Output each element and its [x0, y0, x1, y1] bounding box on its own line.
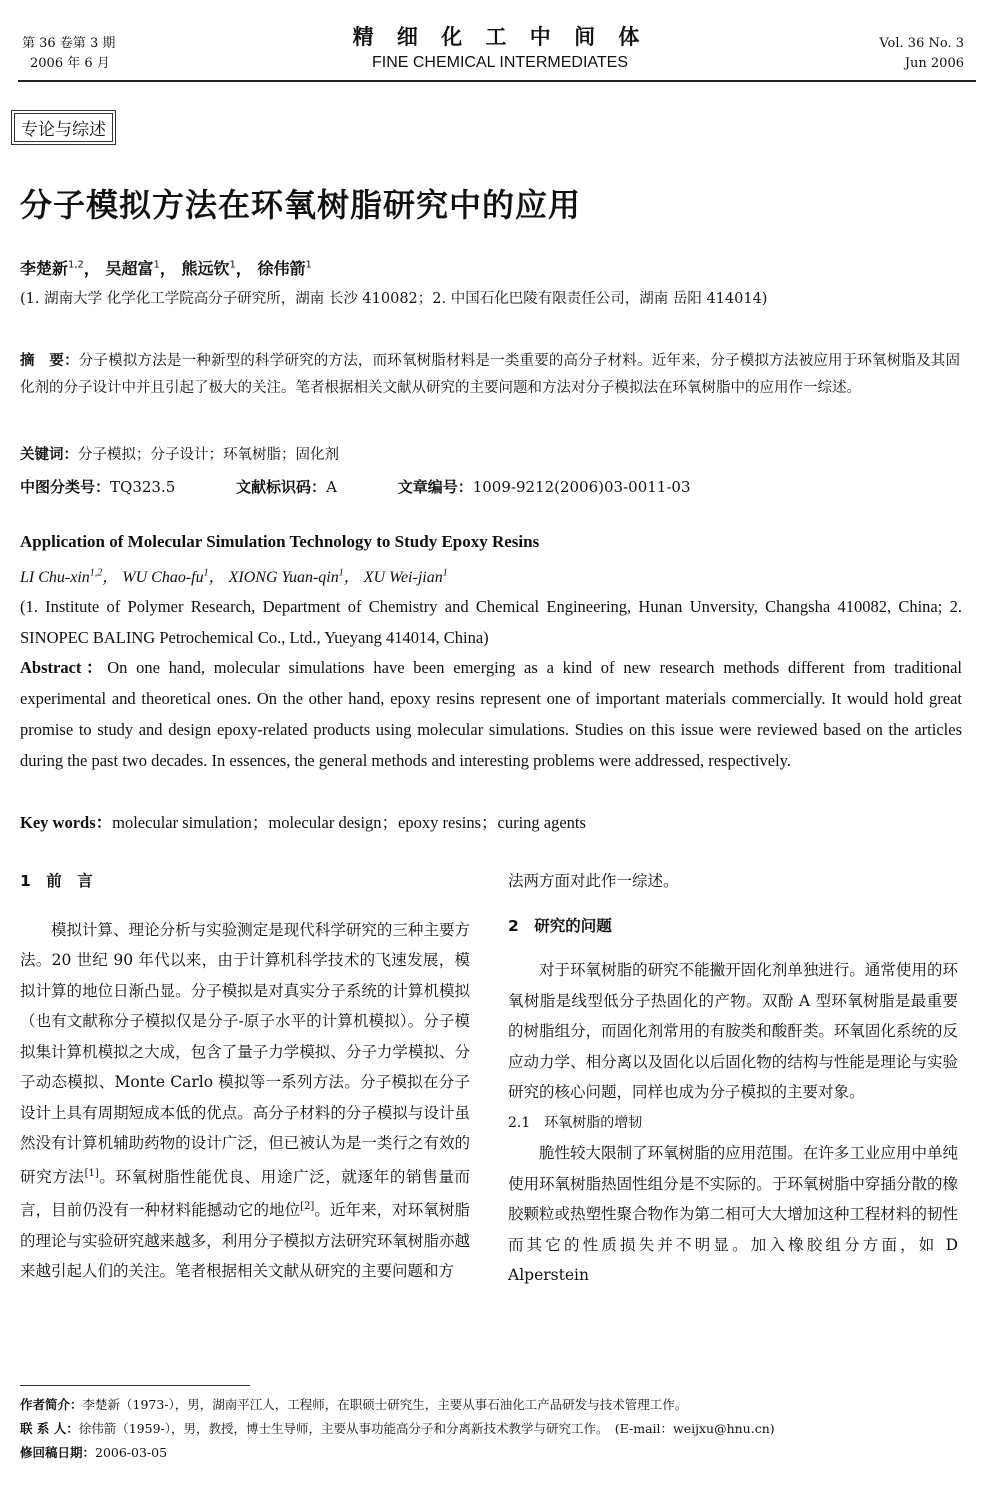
- author-name-en: LI Chu-xin: [20, 569, 90, 586]
- abstract-cn-text: 分子模拟方法是一种新型的科学研究的方法，而环氧树脂材料是一类重要的高分子材料。近年来，分子模拟方法被应用于环氧树脂及其固化剂的分子设计中并且引起了极大的关注。笔者根据相关文献从研究的主要问题和方法对分子模拟法在环氧树脂中的应用作一综述。: [20, 353, 960, 396]
- journal-title-cn: 精 细 化 工 中 间 体: [352, 25, 648, 49]
- author-affil-sup: 1: [229, 259, 236, 271]
- author-affil-sup: 1: [338, 567, 344, 579]
- journal-issue-info: [22, 34, 115, 74]
- abstract-cn: [20, 348, 960, 402]
- author-sep: ，: [159, 259, 176, 278]
- author-name-en: WU Chao-fu: [122, 569, 204, 586]
- author-sep: ，: [235, 259, 252, 278]
- author-name: 吴超富: [105, 259, 154, 278]
- keywords-cn-text: 分子模拟；分子设计；环氧树脂；固化剂: [78, 447, 339, 463]
- abstract-en-text: On one hand, molecular simulations have been emerging as a kind of new research methods different from traditional experimental and theoretical ones. On the other hand, epoxy resins represent one of important materials commercially. It would hold great promise to study and design epoxy-related products using molecular simulations. Studies on this issue were reviewed based on the articles during the past two decades. In essences, the general methods and interesting problems were addressed, respectively.: [20, 658, 962, 770]
- subsection-2-1-heading: 2.1 环氧树脂的增韧: [508, 1114, 643, 1131]
- affiliation-en: (1. Institute of Polymer Research, Department of Chemistry and Chemical Engineering, Hunan Unversity, Changsha 410082, China; 2. SINOPEC BALING Petrochemical Co., Ltd., Yueyang 414014, China): [20, 597, 962, 647]
- author-name: 徐伟箭: [257, 259, 306, 278]
- footnote-received-date: 2006-03-05: [95, 1445, 168, 1460]
- author-affil-sup: 1: [203, 567, 209, 579]
- body-left-column: [20, 866, 470, 1287]
- keywords-cn-label: 关键词：: [20, 447, 78, 463]
- author-sep: ，: [208, 569, 225, 586]
- author-affil-sup: 1,2: [68, 259, 84, 271]
- citation-ref: [1]: [84, 1167, 99, 1179]
- journal-title-block: [300, 24, 700, 74]
- footnote-contact-label: 联 系 人：: [20, 1421, 79, 1436]
- author-name-en: XU Wei-jian: [363, 569, 443, 586]
- abstract-en: [20, 652, 962, 776]
- keywords-en: [20, 807, 962, 838]
- affiliation-cn: (1. 湖南大学 化学化工学院高分子研究所，湖南 长沙 410082；2. 中国石化巴陵有限责任公司，湖南 岳阳 414014): [20, 291, 768, 307]
- abstract-en-label: Abstract：: [20, 658, 108, 677]
- authors-cn: [20, 256, 312, 279]
- volume-issue: 第 36 卷第 3 期: [22, 36, 116, 51]
- section-1-text-b: 。环氧树脂性能优良、用途广泛，就逐年的销售量而言，目前仍没有一种材料能撼动它的地位: [20, 1167, 470, 1220]
- author-name: 熊远钦: [181, 259, 230, 278]
- footnote-bio: [20, 1394, 687, 1416]
- author-sep: ，: [102, 569, 119, 586]
- article-number-label: 文章编号：: [397, 478, 473, 496]
- author-affil-sup: 1: [153, 259, 160, 271]
- journal-volume-info: [879, 34, 964, 74]
- keywords-en-label: Key words：: [20, 813, 113, 832]
- footnote-contact: [20, 1418, 775, 1440]
- clc-number: TQ323.5: [110, 478, 176, 496]
- issue-date-en: Jun 2006: [904, 56, 964, 71]
- doc-code-label: 文献标识码：: [236, 478, 327, 496]
- section-1-paragraph: [20, 915, 470, 1287]
- issue-date-cn: 2006 年 6 月: [30, 56, 110, 71]
- footnote-contact-text: 徐伟箭（1959-），男，教授，博士生导师，主要从事功能高分子和分离新技术教学与研究工作。 (E-mail：weijxu@hnu.cn): [78, 1421, 775, 1436]
- abstract-cn-label: 摘 要：: [20, 353, 79, 369]
- author-sep: ，: [343, 569, 360, 586]
- section-2-heading: 2 研究的问题: [508, 916, 612, 935]
- keywords-en-text: molecular simulation；molecular design；epoxy resins；curing agents: [112, 813, 586, 832]
- footnote-rule: [20, 1385, 250, 1386]
- journal-title-en: FINE CHEMICAL INTERMEDIATES: [371, 54, 629, 71]
- classification-line: [20, 476, 746, 497]
- section-1-continuation: 法两方面对此作一综述。: [508, 872, 679, 890]
- keywords-cn: [20, 442, 960, 469]
- clc-label: 中图分类号：: [20, 478, 111, 496]
- author-name-en: XIONG Yuan-qin: [228, 569, 339, 586]
- footnote-received-label: 修回稿日期：: [20, 1445, 96, 1460]
- section-1-heading: 1 前 言: [20, 872, 93, 890]
- author-affil-sup: 1,2: [89, 567, 103, 579]
- article-number: 1009-9212(2006)03-0011-03: [472, 478, 691, 496]
- section-2-paragraph: 对于环氧树脂的研究不能撇开固化剂单独进行。通常使用的环氧树脂是线型低分子热固化的产物。双酚 A 型环氧树脂是最重要的树脂组分，而固化剂常用的有胺类和酸酐类。环氧固化系统的反应动力学、相分离以及固化以后固化物的结构与性能是理论与实验研究的核心问题，同样也成为分子模拟的主要对象。: [508, 961, 958, 1101]
- author-sep: ，: [83, 259, 100, 278]
- footnote-bio-label: 作者简介：: [20, 1397, 83, 1412]
- volume-en: Vol. 36 No. 3: [879, 36, 964, 51]
- body-right-column: [508, 866, 958, 1291]
- authors-en: [20, 564, 448, 587]
- footnote-received: [20, 1442, 167, 1464]
- author-name: 李楚新: [20, 259, 69, 278]
- article-title: 分子模拟方法在环氧树脂研究中的应用: [20, 186, 582, 224]
- subsection-2-1-paragraph: 脆性较大限制了环氧树脂的应用范围。在许多工业应用中单纯使用环氧树脂热固性组分是不实际的。于环氧树脂中穿插分散的橡胶颗粒或热塑性聚合物作为第二相可大大增加这种工程材料的韧性而其它的性质损失并不明显。加入橡胶组分方面，如 D Alperstein: [508, 1144, 958, 1284]
- section-1-text-a: 模拟计算、理论分析与实验测定是现代科学研究的三种主要方法。20 世纪 90 年代以来，由于计算机科学技术的飞速发展，模拟计算的地位日渐凸显。分子模拟是对真实分子系统的计算机模拟（也有文献称分子模拟仅是分子-原子水平的计算机模拟）。分子模拟集计算机模拟之大成，包含了量子力学模拟、分子力学模拟、分子动态模拟、Monte Carlo 模拟等一系列方法。分子模拟在分子设计上具有周期短成本低的优点。高分子材料的分子模拟与设计虽然没有计算机辅助药物的设计广泛，但已被认为是一类行之有效的研究方法: [20, 920, 470, 1186]
- citation-ref: [2]: [300, 1201, 315, 1213]
- author-affil-sup: 1: [442, 567, 448, 579]
- footnote-bio-text: 李楚新（1973-），男，湖南平江人，工程师，在职硕士研究生，主要从事石油化工产品研发与技术管理工作。: [82, 1397, 688, 1412]
- section-1-text-c: 。近年来，对环氧树脂的理论与实验研究越来越多，利用分子模拟方法研究环氧树脂亦越来越引起人们的关注。笔者根据相关文献从研究的主要问题和方: [20, 1201, 470, 1281]
- column-badge: 专论与综述: [14, 113, 113, 142]
- author-affil-sup: 1: [305, 259, 312, 271]
- doc-code: A: [326, 478, 337, 496]
- header-rule: [18, 80, 976, 82]
- article-title-en: Application of Molecular Simulation Technology to Study Epoxy Resins: [20, 532, 540, 551]
